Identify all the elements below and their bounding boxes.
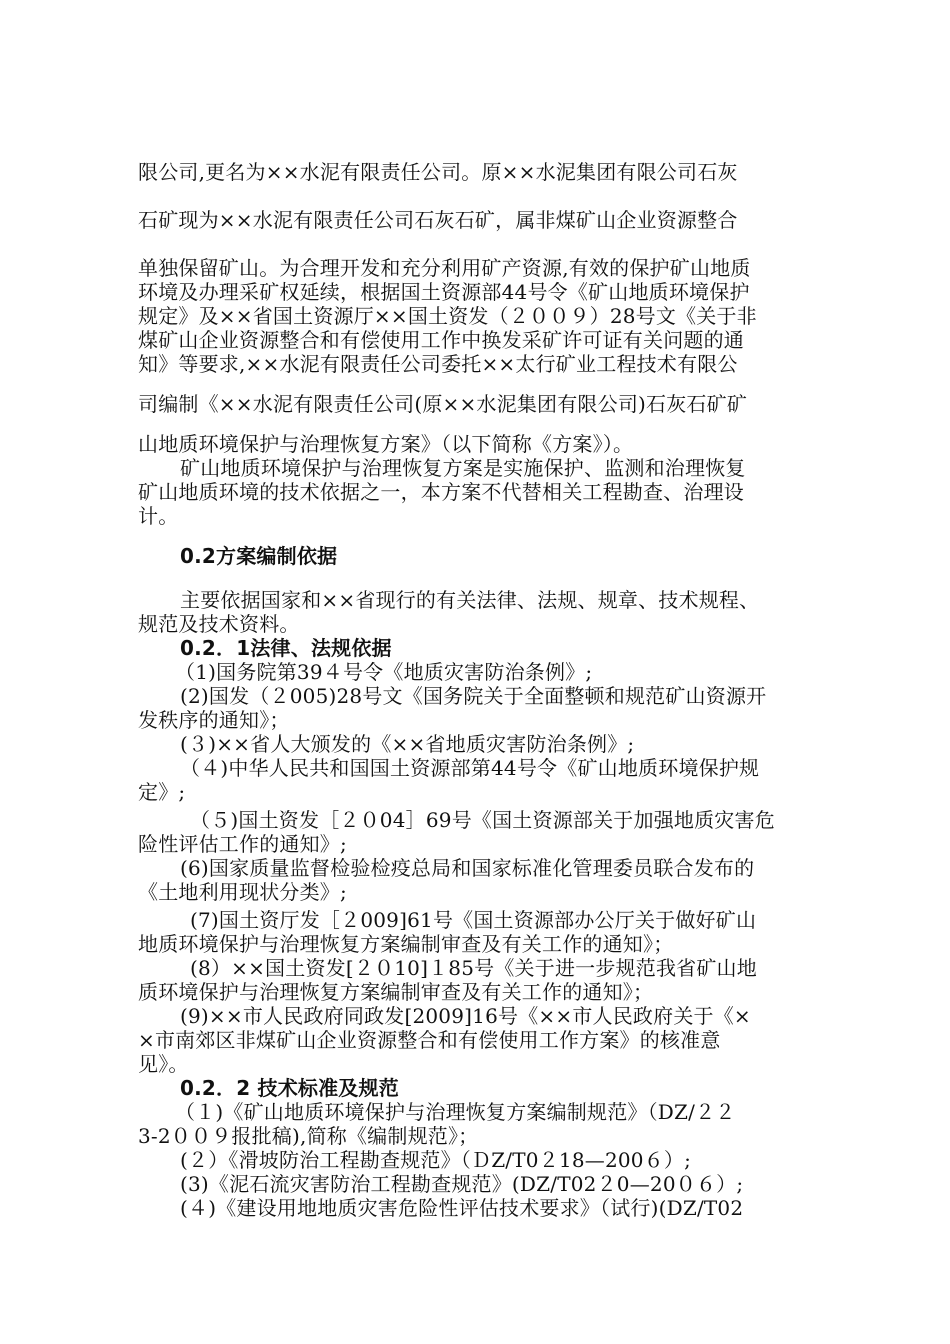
list-item-continued: 定》; [138,780,186,804]
list-item-continued: 《土地利用现状分类》; [138,880,347,904]
list-item: (9)××市人民政府同政发[2009]16号《××市人民政府关于《× [180,1004,751,1028]
paragraph-line: 矿山地质环境的技术依据之一，本方案不代替相关工程勘查、治理设 [138,480,744,504]
list-item: (3)《泥石流灾害防治工程勘查规范》(DZ/T02２0—20０６）; [180,1172,744,1196]
list-item-continued: ×市南郊区非煤矿山企业资源整合和有偿使用工作方案》的核准意 [138,1028,721,1052]
paragraph-line: 规定》及××省国土资源厅××国土资发（２００９）28号文《关于非 [138,304,757,328]
paragraph-line: 司编制《××水泥有限责任公司(原××水泥集团有限公司)石灰石矿矿 [138,392,748,416]
paragraph-line: 规范及技术资料。 [138,612,300,636]
list-item-continued: 见》。 [138,1052,189,1076]
list-item: (３)××省人大颁发的《××省地质灾害防治条例》; [180,732,635,756]
list-item: (２）《滑坡防治工程勘查规范》（ＤZ/T0２18—200６）; [180,1148,692,1172]
paragraph-line: 知》等要求,××水泥有限责任公司委托××太行矿业工程技术有限公 [138,352,738,376]
paragraph-line: 煤矿山企业资源整合和有偿使用工作中换发采矿许可证有关问题的通 [138,328,744,352]
list-item: （1)国务院第39４号令《地质灾害防治条例》; [175,660,593,684]
paragraph-line: 石矿现为××水泥有限责任公司石灰石矿，属非煤矿山企业资源整合 [138,208,738,232]
list-item: (8）××国土资发[２０10]１85号《关于进一步规范我省矿山地 [190,956,757,980]
list-item: (2)国发（２005)28号文《国务院关于全面整顿和规范矿山资源开 [180,684,767,708]
list-item: （５)国土资发［２０04］69号《国土资源部关于加强地质灾害危 [190,808,775,832]
section-heading: 0.2方案编制依据 [180,544,338,568]
list-item-continued: 地质环境保护与治理恢复方案编制审查及有关工作的通知》； [138,932,674,956]
paragraph-line: 单独保留矿山。为合理开发和充分利用矿产资源,有效的保护矿山地质 [138,256,751,280]
list-item: (7)国土资厅发［２009]61号《国土资源部办公厅关于做好矿山 [190,908,757,932]
paragraph-line: 环境及办理采矿权延续，根据国土资源部44号令《矿山地质环境保护 [138,280,750,304]
paragraph-line: 主要依据国家和××省现行的有关法律、法规、规章、技术规程、 [180,588,760,612]
subsection-heading: 0.2．2 技术标准及规范 [180,1076,399,1100]
list-item: （４)中华人民共和国国土资源部第44号令《矿山地质环境保护规 [180,756,760,780]
list-item: (４)《建设用地地质灾害危险性评估技术要求》（试行)(DZ/T02 [180,1196,744,1220]
list-item-continued: 3-2００９报批稿),简称《编制规范》； [138,1124,479,1148]
paragraph-line: 山地质环境保护与治理恢复方案》（以下简称《方案》）。 [138,432,634,456]
paragraph-line: 矿山地质环境保护与治理恢复方案是实施保护、监测和治理恢复 [180,456,746,480]
subsection-heading: 0.2．1法律、法规依据 [180,636,392,660]
list-item-continued: 险性评估工作的通知》; [138,832,347,856]
list-item: (6)国家质量监督检验检疫总局和国家标准化管理委员联合发布的 [180,856,755,880]
list-item-continued: 质环境保护与治理恢复方案编制审查及有关工作的通知》； [138,980,654,1004]
list-item-continued: 发秩序的通知》； [138,708,290,732]
list-item: （１)《矿山地质环境保护与治理恢复方案编制规范》（DZ/２２ [175,1100,736,1124]
paragraph-line: 计。 [138,504,179,528]
paragraph-line: 限公司,更名为××水泥有限责任公司。原××水泥集团有限公司石灰 [138,160,738,184]
